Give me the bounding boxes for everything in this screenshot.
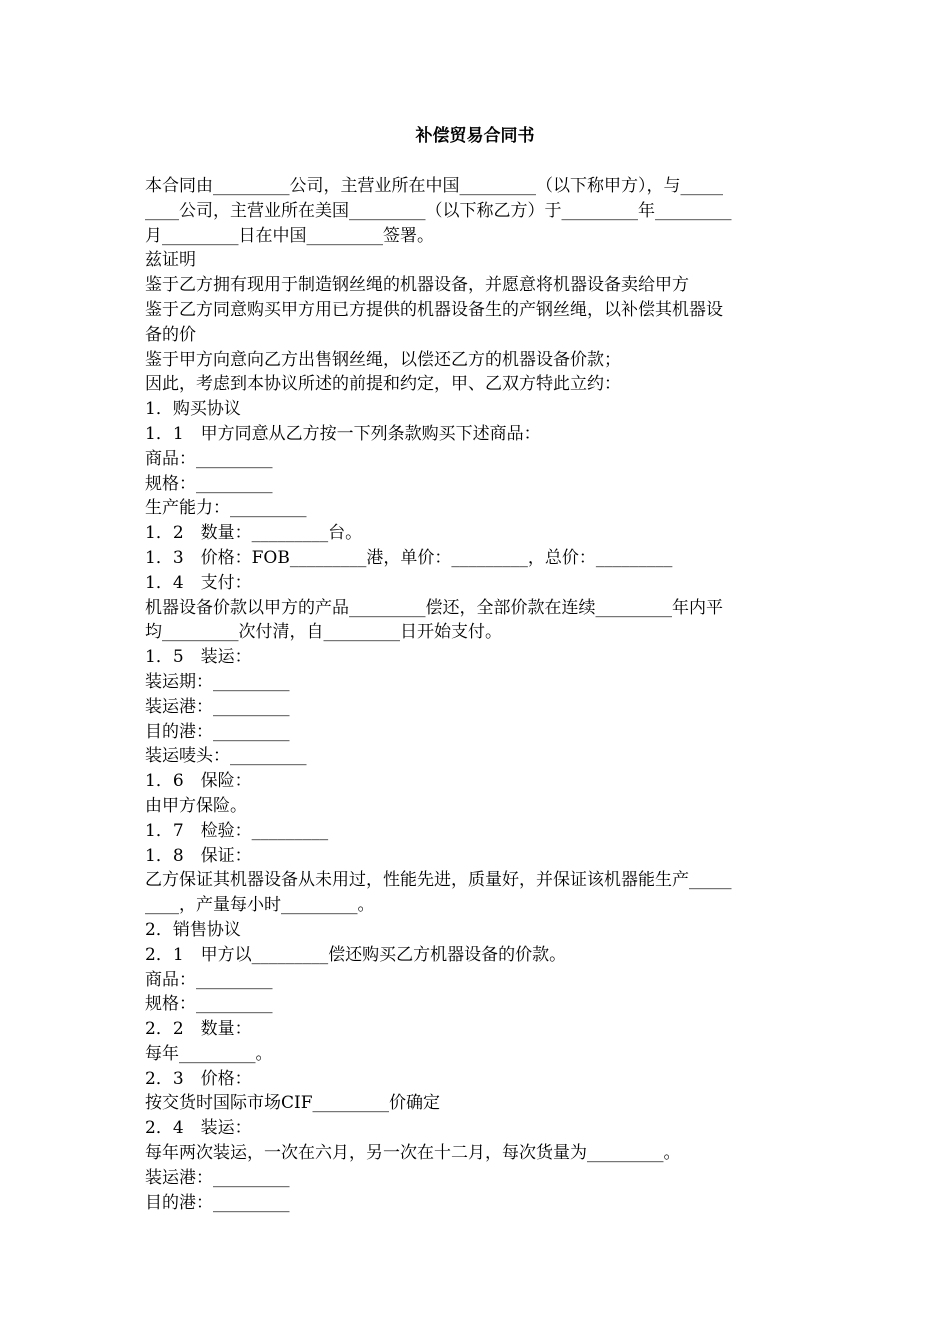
section-1-heading: 1．购买协议 bbox=[145, 399, 241, 420]
clause-1-8: 1．8 保证： bbox=[145, 845, 252, 866]
insurance-line: 由甲方保险。 bbox=[145, 795, 247, 816]
payment-line-1: 机器设备价款以甲方的产品_________偿还，全部价款在连续_________年内平 bbox=[145, 597, 723, 618]
clause-2-4: 2．4 装运： bbox=[145, 1118, 252, 1139]
price-line: 按交货时国际市场CIF_________价确定 bbox=[145, 1093, 441, 1114]
contract-body bbox=[145, 174, 807, 1215]
recital-3: 鉴于甲方向意向乙方出售钢丝绳，以偿还乙方的机器设备价款； bbox=[145, 349, 621, 370]
recital-1: 鉴于乙方拥有现用于制造钢丝绳的机器设备，并愿意将机器设备卖给甲方 bbox=[145, 275, 689, 296]
payment-line-2: 均_________次付清，自_________日开始支付。 bbox=[145, 622, 502, 643]
warranty-line-1: 乙方保证其机器设备从未用过，性能先进，质量好，并保证该机器能生产_____ bbox=[145, 870, 732, 891]
field-spec-2: 规格：_________ bbox=[145, 994, 273, 1015]
recital-4: 因此，考虑到本协议所述的前提和约定，甲、乙双方特此立约： bbox=[145, 374, 621, 395]
field-loading-port-2: 装运港：_________ bbox=[145, 1167, 290, 1188]
warranty-line-2: ____，产量每小时_________。 bbox=[145, 895, 375, 916]
clause-1-4: 1．4 支付： bbox=[145, 572, 252, 593]
field-goods: 商品：_________ bbox=[145, 448, 273, 469]
clause-1-1: 1．1 甲方同意从乙方按一下列条款购买下述商品： bbox=[145, 423, 541, 444]
clause-1-5: 1．5 装运： bbox=[145, 647, 252, 668]
section-2-heading: 2．销售协议 bbox=[145, 919, 241, 940]
field-shipping-mark: 装运唛头：_________ bbox=[145, 746, 307, 767]
field-capacity: 生产能力：_________ bbox=[145, 498, 307, 519]
recital-2-cont: 备的价 bbox=[145, 324, 196, 345]
quantity-line: 每年_________。 bbox=[145, 1043, 273, 1064]
clause-2-1: 2．1 甲方以_________偿还购买乙方机器设备的价款。 bbox=[145, 944, 567, 965]
clause-1-6: 1．6 保险： bbox=[145, 771, 252, 792]
clause-1-2: 1．2 数量：_________台。 bbox=[145, 523, 363, 544]
clause-2-2: 2．2 数量： bbox=[145, 1019, 252, 1040]
clause-1-3: 1．3 价格：FOB_________港，单价：_________，总价：_________ bbox=[145, 547, 673, 568]
intro-line-1: 本合同由_________公司，主营业所在中国_________（以下称甲方），与_____ bbox=[145, 176, 723, 196]
field-spec: 规格：_________ bbox=[145, 473, 273, 494]
field-destination-port-2: 目的港：_________ bbox=[145, 1192, 290, 1213]
intro-line-2: ____公司，主营业所在美国_________（以下称乙方）于_________年_________ bbox=[145, 200, 732, 221]
field-shipment-period: 装运期：_________ bbox=[145, 671, 290, 692]
recital-2: 鉴于乙方同意购买甲方用已方提供的机器设备生的产钢丝绳，以补偿其机器设 bbox=[145, 299, 723, 320]
field-destination-port: 目的港：_________ bbox=[145, 721, 290, 742]
document-title: 补偿贸易合同书 bbox=[415, 126, 535, 146]
clause-2-3: 2．3 价格： bbox=[145, 1068, 252, 1089]
field-loading-port: 装运港：_________ bbox=[145, 696, 290, 717]
field-goods-2: 商品：_________ bbox=[145, 969, 273, 990]
witness-line: 兹证明 bbox=[145, 250, 196, 271]
shipment-line: 每年两次装运，一次在六月，另一次在十二月，每次货量为_________。 bbox=[145, 1143, 681, 1164]
clause-1-7: 1．7 检验：_________ bbox=[145, 820, 329, 841]
intro-line-3: 月_________日在中国_________签署。 bbox=[145, 225, 434, 246]
